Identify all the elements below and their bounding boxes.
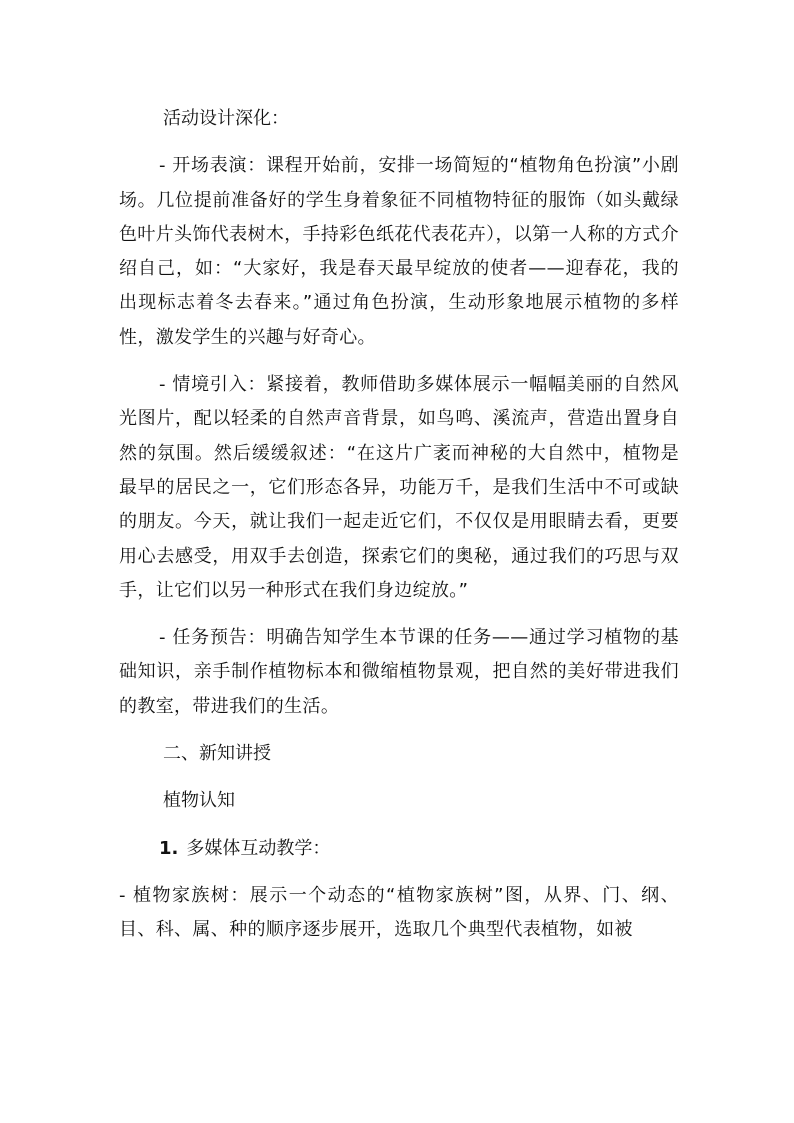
paragraph-task-preview: - 任务预告：明确告知学生本节课的任务——通过学习植物的基础知识，亲手制作植物标本和微缩植物景观，把自然的美好带进我们的教室，带进我们的生活。 bbox=[119, 627, 679, 717]
document-body bbox=[119, 102, 679, 961]
paragraph-opening-performance: - 开场表演：课程开始前，安排一场简短的“植物角色扮演”小剧场。几位提前准备好的学生身着象征不同植物特征的服饰（如头戴绿色叶片头饰代表树木，手持彩色纸花代表花卉），以第一人称的方式介绍自己，如：“大家好，我是春天最早绽放的使者——迎春花，我的出现标志着冬去春来。”通过角色扮演，生动形象地展示植物的多样性，激发学生的兴趣与好奇心。 bbox=[119, 155, 679, 348]
subsection-title: 植物认知 bbox=[163, 790, 235, 812]
paragraph-plant-family-tree: - 植物家族树：展示一个动态的“植物家族树”图，从界、门、纲、目、科、属、种的顺序逐步展开，选取几个典型代表植物，如被 bbox=[119, 884, 679, 941]
item-number: 1. bbox=[159, 837, 179, 859]
item-title: 多媒体互动教学： bbox=[186, 837, 331, 859]
paragraph-scenario-introduction: - 情境引入：紧接着，教师借助多媒体展示一幅幅美丽的自然风光图片，配以轻柔的自然声音背景，如鸟鸣、溪流声，营造出置身自然的氛围。然后缓缓叙述：“在这片广袤而神秘的大自然中，植物是最早的居民之一，它们形态各异，功能万千，是我们生活中不可或缺的朋友。今天，就让我们一起走近它们，不仅仅是用眼睛去看，更要用心去感受，用双手去创造，探索它们的奥秘，通过我们的巧思与双手，让它们以另一种形式在我们身边绽放。” bbox=[119, 374, 679, 601]
section-2-title: 二、新知讲授 bbox=[163, 743, 271, 765]
numbered-item-1 bbox=[119, 832, 679, 866]
section-title: 活动设计深化： bbox=[163, 108, 289, 129]
